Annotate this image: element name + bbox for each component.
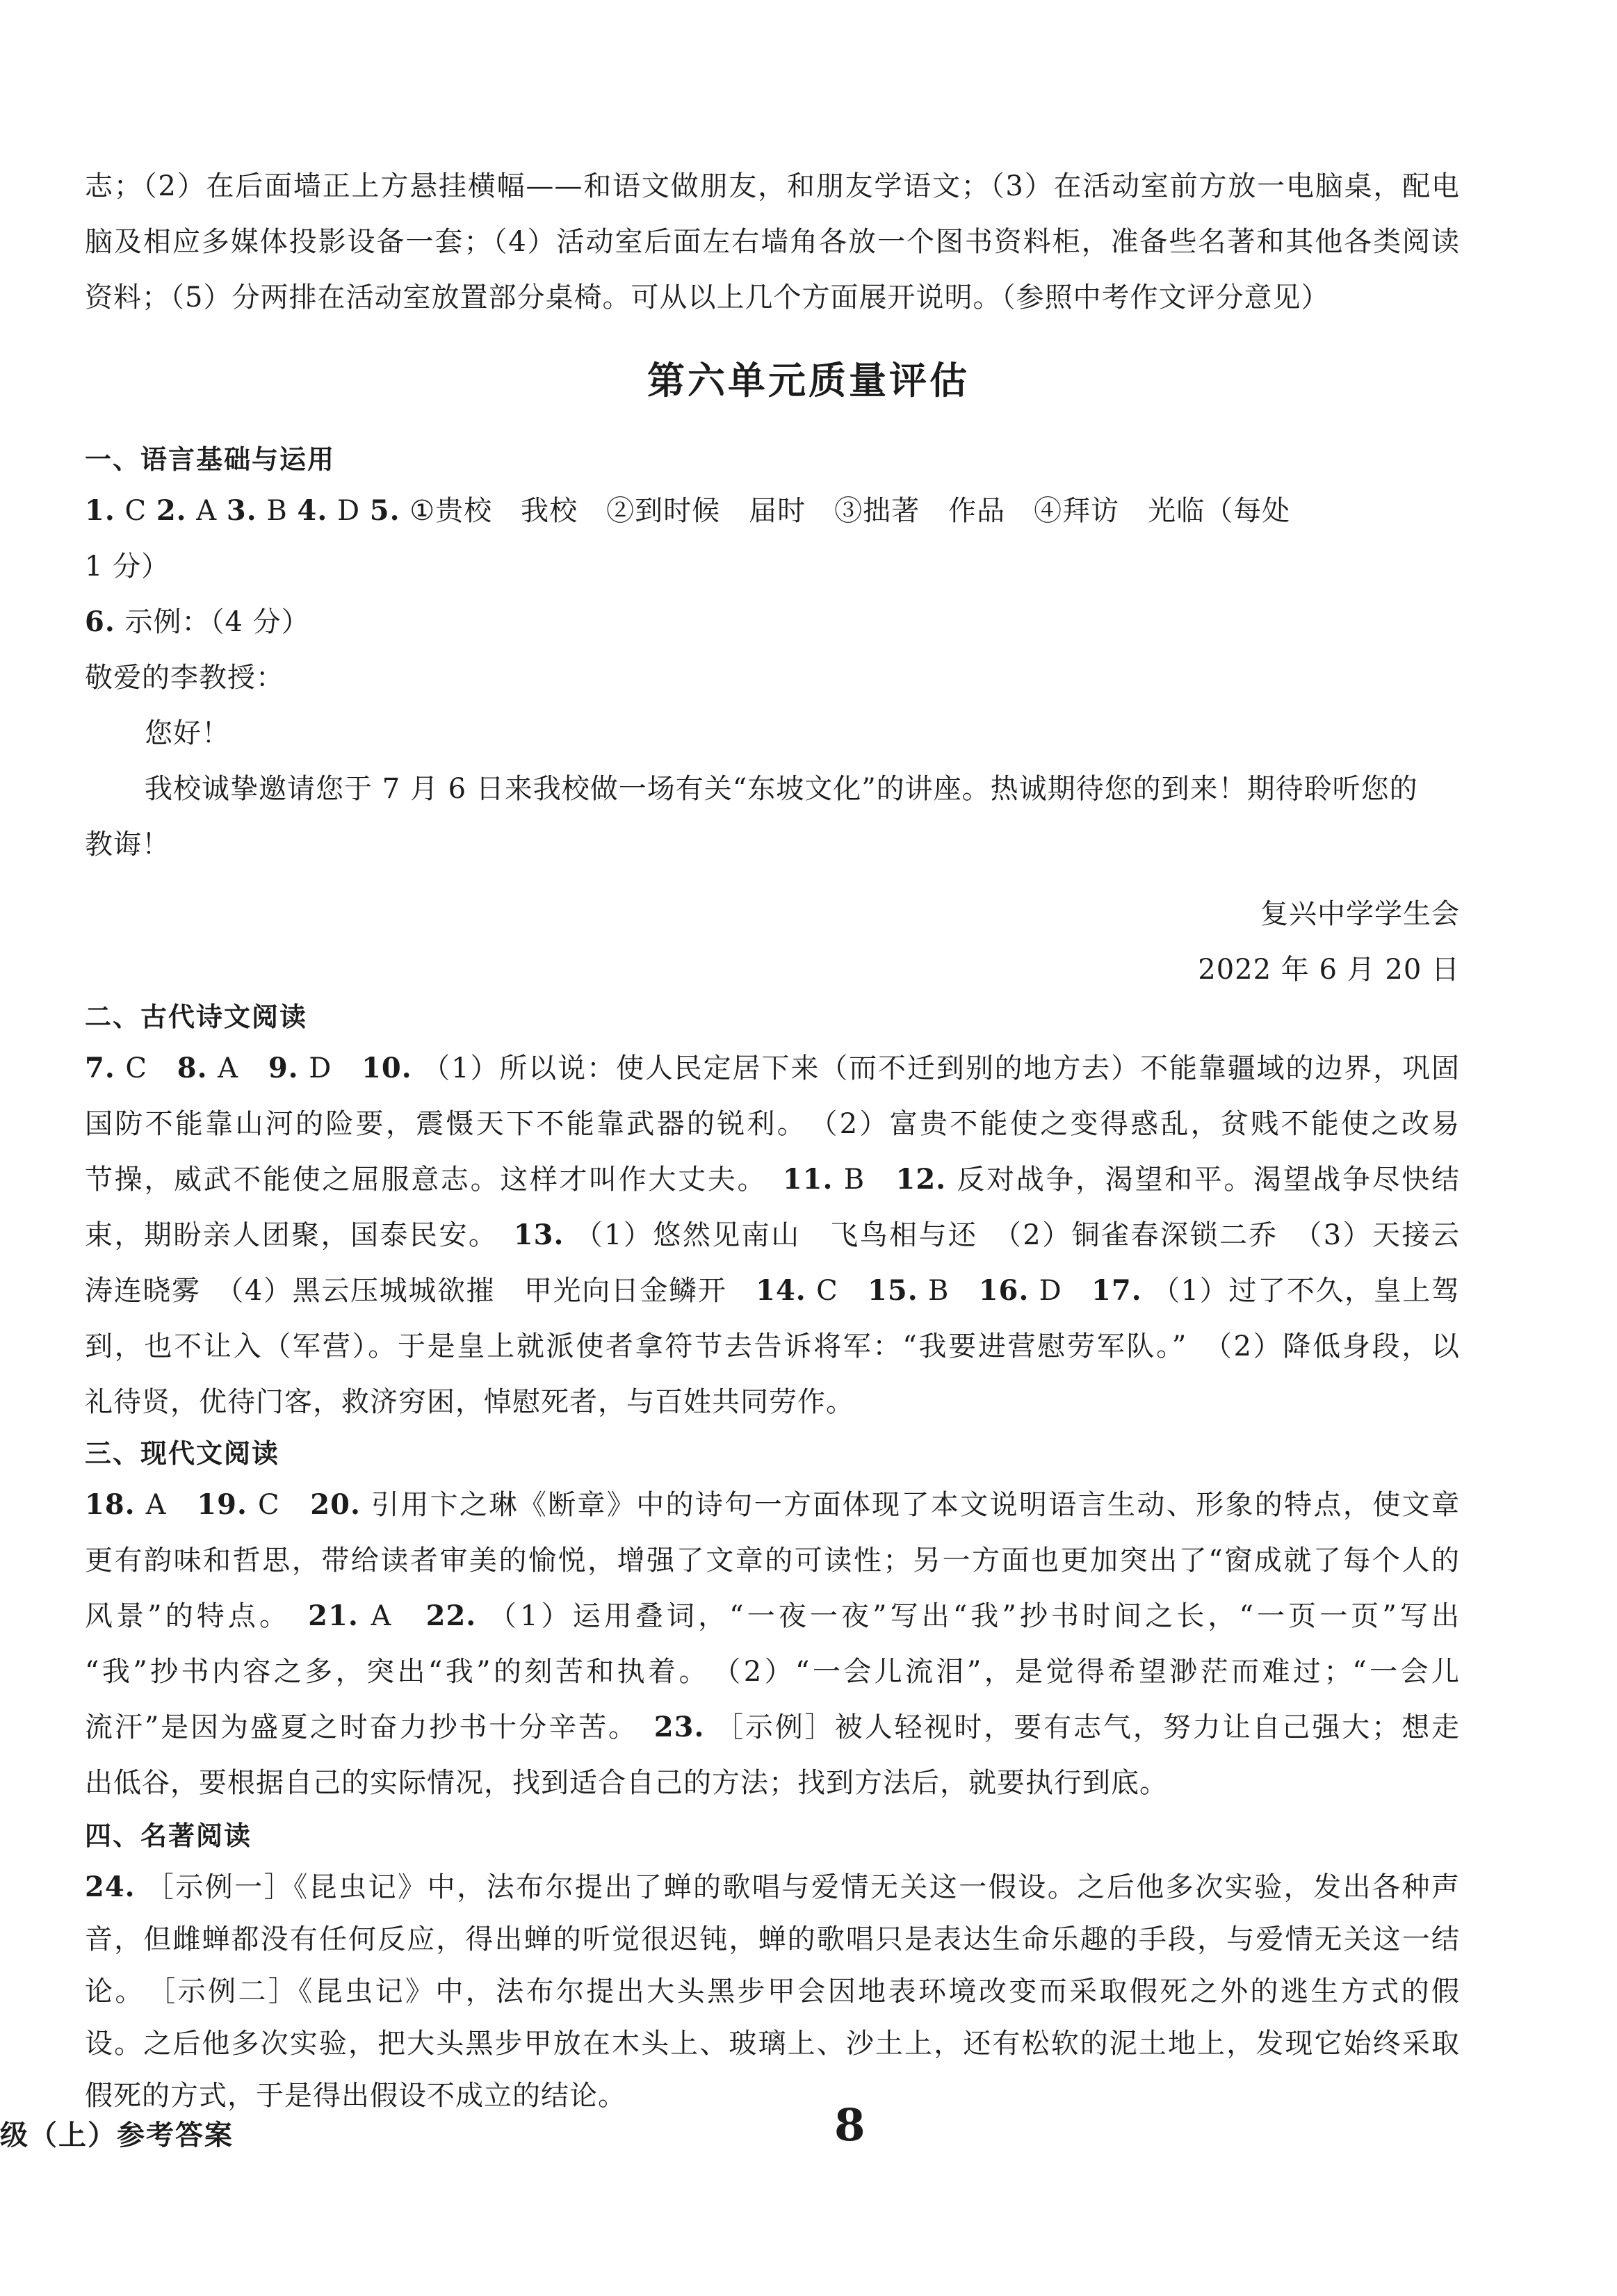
answer-text: D	[298, 1052, 362, 1084]
answer-line	[85, 1152, 1460, 1207]
answer-text: “我”抄书内容之多，突出“我”的刻苦和执着。 （2）“一会儿流泪”，是觉得希望渺茫而难过；“一会儿	[85, 1656, 1460, 1688]
answer-text: ［示例］被人轻视时，要有志气，努力让自己强大；想走	[704, 1711, 1460, 1743]
answer-line	[85, 1533, 1460, 1588]
question-number: 7.	[85, 1052, 115, 1084]
question-number: 23.	[653, 1711, 705, 1743]
answer-line	[85, 1041, 1460, 1096]
letter-body: 我校诚挚邀请您于 7 月 6 日来我校做一场有关“东坡文化”的讲座。热诚期待您的到来！期待聆听您的	[145, 773, 1418, 805]
answer-text: C	[115, 495, 156, 527]
answer-text: （1）悠然见南山 飞鸟相与还 （2）铜雀春深锁二乔 （3）天接云	[564, 1219, 1460, 1251]
answer-line	[85, 1755, 1460, 1811]
section-heading: 三、现代文阅读	[85, 1438, 280, 1469]
question-number: 20.	[310, 1488, 361, 1521]
text-line: 资料；（5）分两排在活动室放置部分桌椅。可从以上几个方面展开说明。（参照中考作文评分意见）	[85, 282, 1330, 314]
answer-text: 设。之后他多次实验，把大头黑步甲放在木头上、玻璃上、沙土上，还有松软的泥土地上，发现它始终采取	[85, 2028, 1460, 2060]
section-heading: 四、名著阅读	[85, 1821, 252, 1851]
question-number: 16.	[978, 1274, 1030, 1307]
answer-line	[85, 1588, 1460, 1644]
answer-line	[85, 1263, 1460, 1319]
answer-text: 引用卞之琳《断章》中的诗句一方面体现了本文说明语言生动、形象的特点，使文章	[360, 1489, 1460, 1521]
answer-text: （1）运用叠词，“一夜一夜”写出“我”抄书时间之长，“一页一页”写出	[476, 1600, 1460, 1632]
question-number: 4.	[297, 494, 328, 527]
page-title: 第六单元质量评估	[647, 359, 970, 402]
question-number: 5.	[369, 494, 400, 527]
question-number: 9.	[268, 1052, 299, 1084]
footer-label: 级（上）参考答案	[0, 2119, 234, 2151]
answer-line	[85, 1374, 1460, 1430]
answer-text: ［示例一］《昆虫记》中，法布尔提出了蝉的歌唱与爱情无关这一假设。之后他多次实验，发出各种声	[135, 1871, 1460, 1903]
answer-line	[85, 1964, 1460, 2019]
answer-text: A	[186, 495, 227, 527]
question-number: 19.	[197, 1488, 247, 1521]
question-number: 24.	[85, 1871, 136, 1903]
letter-greeting: 您好！	[145, 717, 230, 749]
answer-text: 到，也不让入（军营）。于是皇上就派使者拿符节去告诉将军：“我要进营慰劳军队。” （2）降低身段，以	[85, 1330, 1460, 1362]
section-heading: 二、古代诗文阅读	[85, 1002, 308, 1032]
answer-text: 论。 ［示例二］《昆虫记》中，法布尔提出大头黑步甲会因地表环境改变而采取假死之外的逃生方式的假	[85, 1976, 1460, 2008]
answer-text: C	[247, 1489, 311, 1521]
answer-text: C	[115, 1052, 177, 1084]
answer-line	[85, 1477, 1460, 1533]
answer-text: B	[257, 495, 298, 527]
letter-salutation: 敬爱的李教授：	[85, 662, 284, 694]
answer-line	[85, 1207, 1460, 1263]
page-number: 8	[834, 2099, 866, 2151]
answer-text: （1）过了不久，皇上驾	[1141, 1275, 1460, 1307]
answer-line	[85, 1700, 1460, 1755]
answer-text: 礼待贤，优待门客，救济穷困，悼慰死者，与百姓共同劳作。	[85, 1386, 854, 1418]
answer-text: C	[806, 1275, 868, 1307]
question-number: 21.	[308, 1599, 359, 1632]
question-number: 17.	[1091, 1274, 1142, 1307]
question-number: 2.	[156, 494, 187, 527]
answer-line	[85, 2016, 1460, 2071]
letter-date: 2022 年 6 月 20 日	[1198, 954, 1460, 986]
answer-text: ①贵校 我校 ②到时候 届时 ③拙著 作品 ④拜访 光临（每处	[400, 495, 1291, 527]
answer-text: 涛连晓雾 （4）黑云压城城欲摧 甲光向日金鳞开	[85, 1275, 756, 1307]
text-line: 1 分）	[85, 551, 170, 583]
answer-text: A	[358, 1600, 426, 1632]
question-number: 11.	[782, 1163, 834, 1196]
question-number: 14.	[756, 1274, 806, 1307]
answer-text: 风景”的特点。	[85, 1600, 309, 1632]
answer-line	[85, 483, 1460, 539]
answer-text: A	[207, 1052, 268, 1084]
answer-text: 束，期盼亲人团聚，国泰民安。	[85, 1219, 514, 1251]
question-number: 8.	[177, 1052, 208, 1084]
answer-text: 出低谷，要根据自己的实际情况，找到适合自己的方法；找到方法后，就要执行到底。	[85, 1767, 1168, 1799]
answer-text: 节操，威武不能使之屈服意志。这样才叫作大丈夫。	[85, 1164, 783, 1196]
text-line: 志；（2）在后面墙正上方悬挂横幅——和语文做朋友，和朋友学语文；（3）在活动室前方放一电脑桌，配电	[85, 170, 1460, 202]
answer-text: B	[918, 1275, 979, 1307]
answer-text: A	[135, 1489, 197, 1521]
question-number: 22.	[425, 1599, 477, 1632]
answer-line	[85, 1096, 1460, 1152]
answer-line	[85, 1644, 1460, 1700]
answer-line	[85, 594, 1460, 650]
question-number: 18.	[85, 1488, 136, 1521]
answer-line	[85, 1912, 1460, 1967]
question-number: 13.	[513, 1219, 564, 1251]
question-number: 1.	[85, 494, 115, 527]
question-number: 10.	[361, 1052, 412, 1084]
text-line: 脑及相应多媒体投影设备一套；（4）活动室后面左右墙角各放一个图书资料柜，准备些名著和其他各类阅读	[85, 226, 1460, 258]
answer-line	[85, 1319, 1460, 1374]
answer-text: D	[1029, 1275, 1092, 1307]
answer-text: 反对战争，渴望和平。渴望战争尽快结	[946, 1164, 1460, 1196]
answer-text: （1）所以说：使人民定居下来（而不迁到别的地方去）不能靠疆域的边界，巩固	[412, 1052, 1460, 1084]
answer-text: 示例：（4 分）	[115, 606, 310, 638]
question-number: 6.	[85, 605, 115, 638]
answer-line	[85, 2068, 1460, 2124]
answer-text: 国防不能靠山河的险要，震慑天下不能靠武器的锐利。 （2）富贵不能使之变得惑乱，贫贱不能使之改易	[85, 1108, 1460, 1140]
section-heading: 一、语言基础与运用	[85, 444, 336, 475]
letter-body: 教诲！	[85, 829, 170, 861]
answer-text: D	[327, 495, 370, 527]
question-number: 3.	[226, 494, 257, 527]
answer-text: 假死的方式，于是得出假设不成立的结论。	[85, 2080, 626, 2112]
answer-text: B	[833, 1164, 896, 1196]
answer-line	[85, 1859, 1460, 1915]
answer-text: 更有韵味和哲思，带给读者审美的愉悦，增强了文章的可读性；另一方面也更加突出了“窗成就了每个人的	[85, 1545, 1460, 1577]
question-number: 12.	[895, 1163, 947, 1196]
question-number: 15.	[868, 1274, 918, 1307]
answer-text: 音，但雌蝉都没有任何反应，得出蝉的听觉很迟钝，蝉的歌唱只是表达生命乐趣的手段，与爱情无关这一结	[85, 1923, 1460, 1955]
answer-text: 流汗”是因为盛夏之时奋力抄书十分辛苦。	[85, 1711, 654, 1743]
letter-signer: 复兴中学学生会	[1260, 898, 1460, 930]
